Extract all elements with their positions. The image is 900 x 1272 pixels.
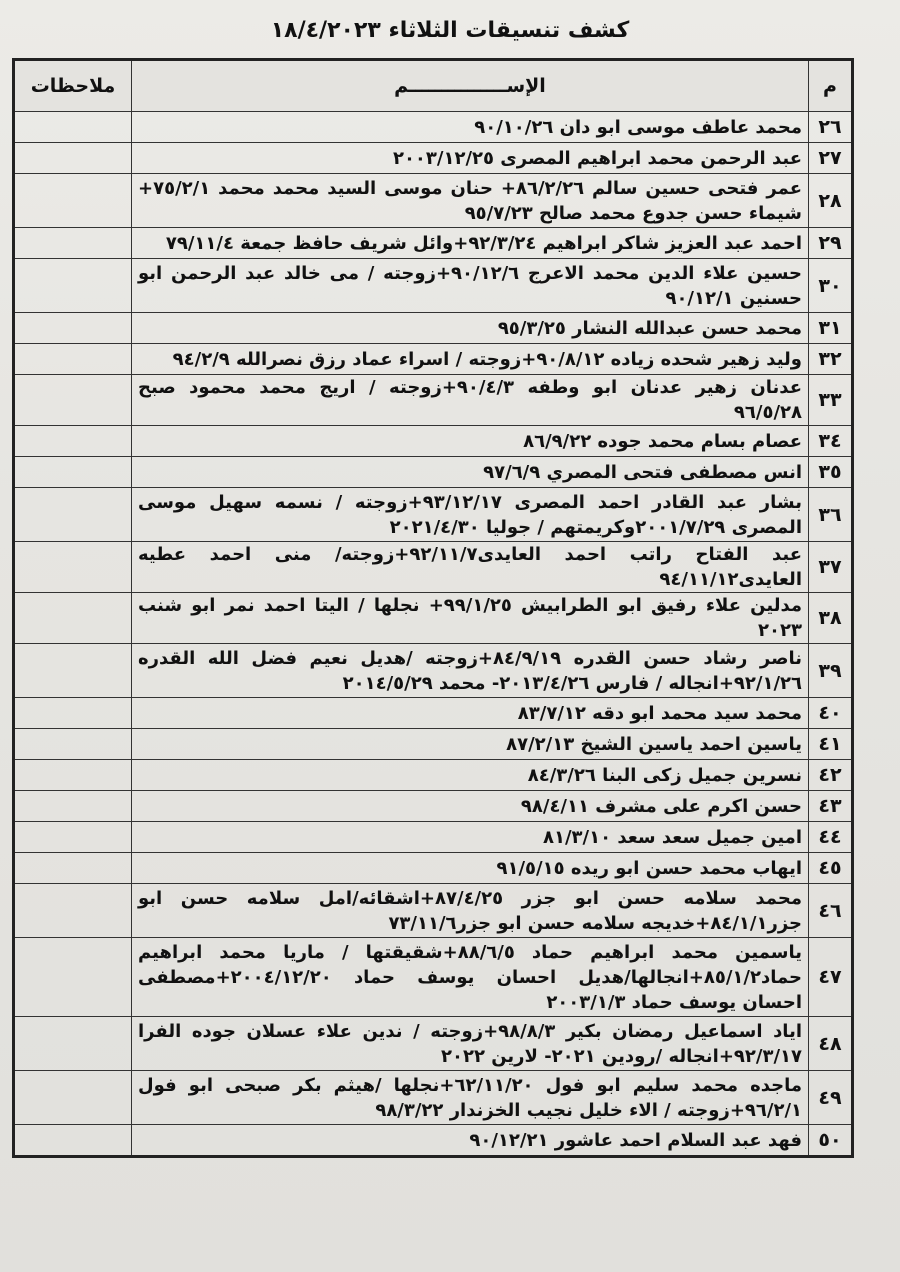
table-row (14, 644, 853, 698)
row-number: ٣٤ (809, 426, 853, 457)
table-row (14, 174, 853, 228)
row-number: ٣٧ (809, 542, 853, 593)
table-row (14, 143, 853, 174)
row-name: عدنان زهير عدنان ابو وطفه ٩٠/٤/٣+زوجته / اريج محمد محمود صبح ٩٦/٥/٢٨ (132, 375, 809, 426)
row-notes (14, 698, 132, 729)
table-row (14, 698, 853, 729)
row-notes (14, 259, 132, 313)
table-row (14, 542, 853, 593)
header-name: الإســـــــــــــــم (132, 60, 809, 112)
table-header-row (14, 60, 853, 112)
row-number: ٣٠ (809, 259, 853, 313)
row-number: ٣٩ (809, 644, 853, 698)
table-row (14, 344, 853, 375)
table-row (14, 228, 853, 259)
row-name: محمد سلامه حسن ابو جزر ٨٧/٤/٢٥+اشقائه/امل سلامه حسن ابو جزر٨٤/١/١+خديجه سلامه حسن ابو جزر٧٣/١١/٦ (132, 884, 809, 938)
names-table (12, 58, 854, 1158)
row-notes (14, 426, 132, 457)
row-name: اياد اسماعيل رمضان بكير ٩٨/٨/٣+زوجته / ندين علاء عسلان جوده الفرا ٩٢/٣/١٧+انجاله /رودين ٢٠٢١- لارين ٢٠٢٢ (132, 1017, 809, 1071)
row-notes (14, 729, 132, 760)
row-number: ٤٣ (809, 791, 853, 822)
row-name: حسن اكرم على مشرف ٩٨/٤/١١ (132, 791, 809, 822)
row-name: احمد عبد العزيز شاكر ابراهيم ٩٢/٣/٢٤+وائل شريف حافظ جمعة ٧٩/١١/٤ (132, 228, 809, 259)
row-number: ٣٣ (809, 375, 853, 426)
row-name: ياسين احمد ياسين الشيخ ٨٧/٢/١٣ (132, 729, 809, 760)
row-number: ٣٢ (809, 344, 853, 375)
table-row (14, 791, 853, 822)
row-notes (14, 375, 132, 426)
row-name: حسين علاء الدين محمد الاعرج ٩٠/١٢/٦+زوجته / مى خالد عبد الرحمن ابو حسنين ٩٠/١٢/١ (132, 259, 809, 313)
row-number: ٤٨ (809, 1017, 853, 1071)
row-name: ماجده محمد سليم ابو فول ٦٢/١١/٢٠+نجلها /هيثم بكر صبحى ابو فول ٩٦/٢/١+زوجته / الاء خليل نجيب الخزندار ٩٨/٣/٢٢ (132, 1071, 809, 1125)
row-number: ٢٨ (809, 174, 853, 228)
table-row (14, 1071, 853, 1125)
row-name: ناصر رشاد حسن القدره ٨٤/٩/١٩+زوجته /هديل نعيم فضل الله القدره ٩٢/١/٢٦+انجاله / فارس ٢٠١٣/٤/٢٦- محمد ٢٠١٤/٥/٢٩ (132, 644, 809, 698)
row-number: ٣٦ (809, 488, 853, 542)
row-name: مدلين علاء رفيق ابو الطرابيش ٩٩/١/٢٥+ نجلها / اليتا احمد نمر ابو شنب ٢٠٢٣ (132, 593, 809, 644)
row-number: ٤٠ (809, 698, 853, 729)
row-notes (14, 1071, 132, 1125)
row-name: انس مصطفى فتحى المصري ٩٧/٦/٩ (132, 457, 809, 488)
table-row (14, 884, 853, 938)
row-number: ٣٥ (809, 457, 853, 488)
page-title: كشف تنسيقات الثلاثاء ١٨/٤/٢٠٢٣ (270, 18, 630, 43)
row-number: ٤٦ (809, 884, 853, 938)
row-notes (14, 344, 132, 375)
row-notes (14, 1125, 132, 1157)
row-number: ٣١ (809, 313, 853, 344)
row-notes (14, 884, 132, 938)
row-number: ٤٩ (809, 1071, 853, 1125)
row-number: ٤١ (809, 729, 853, 760)
table-row (14, 426, 853, 457)
row-name: محمد سيد محمد ابو دقه ٨٣/٧/١٢ (132, 698, 809, 729)
table-row (14, 760, 853, 791)
row-notes (14, 174, 132, 228)
row-number: ٢٩ (809, 228, 853, 259)
table-row (14, 457, 853, 488)
row-name: نسرين جميل زكى البنا ٨٤/٣/٢٦ (132, 760, 809, 791)
row-name: فهد عبد السلام احمد عاشور ٩٠/١٢/٢١ (132, 1125, 809, 1157)
row-notes (14, 488, 132, 542)
header-number: م (809, 60, 853, 112)
row-notes (14, 938, 132, 1017)
row-notes (14, 228, 132, 259)
table-row (14, 313, 853, 344)
table-row (14, 729, 853, 760)
row-name: عمر فتحى حسين سالم ٨٦/٢/٢٦+ حنان موسى السيد محمد محمد ٧٥/٢/١+ شيماء حسن جدوع محمد صالح ٩٥/٧/٢٣ (132, 174, 809, 228)
row-notes (14, 112, 132, 143)
table-row (14, 593, 853, 644)
row-number: ٣٨ (809, 593, 853, 644)
row-number: ٤٢ (809, 760, 853, 791)
table-row (14, 853, 853, 884)
row-notes (14, 853, 132, 884)
row-name: بشار عبد القادر احمد المصرى ٩٣/١٢/١٧+زوجته / نسمه سهيل موسى المصرى ٢٠٠١/٧/٢٩وكريمتهم / جوليا ٢٠٢١/٤/٣٠ (132, 488, 809, 542)
row-name: محمد حسن عبدالله النشار ٩٥/٣/٢٥ (132, 313, 809, 344)
row-name: عصام بسام محمد جوده ٨٦/٩/٢٢ (132, 426, 809, 457)
row-number: ٢٧ (809, 143, 853, 174)
row-name: امين جميل سعد سعد ٨١/٣/١٠ (132, 822, 809, 853)
table-row (14, 938, 853, 1017)
table-row (14, 375, 853, 426)
row-notes (14, 593, 132, 644)
row-notes (14, 143, 132, 174)
row-notes (14, 644, 132, 698)
row-notes (14, 313, 132, 344)
table-row (14, 822, 853, 853)
table-row (14, 1125, 853, 1157)
row-notes (14, 542, 132, 593)
table-row (14, 259, 853, 313)
row-name: ايهاب محمد حسن ابو ريده ٩١/٥/١٥ (132, 853, 809, 884)
row-name: وليد زهير شحده زياده ٩٠/٨/١٢+زوجته / اسراء عماد رزق نصرالله ٩٤/٢/٩ (132, 344, 809, 375)
row-number: ٢٦ (809, 112, 853, 143)
row-notes (14, 1017, 132, 1071)
table-row (14, 1017, 853, 1071)
row-number: ٤٧ (809, 938, 853, 1017)
table-body (14, 112, 853, 1157)
row-notes (14, 791, 132, 822)
table-row (14, 488, 853, 542)
row-name: محمد عاطف موسى ابو دان ٩٠/١٠/٢٦ (132, 112, 809, 143)
row-number: ٤٥ (809, 853, 853, 884)
row-name: ياسمين محمد ابراهيم حماد ٨٨/٦/٥+شقيقتها / ماريا محمد ابراهيم حماد٨٥/١/٢+انجالها/هديل احسان يوسف حماد ٢٠٠٤/١٢/٢٠+مصطفى احسان يوسف حماد ٢٠٠٣/١/٣ (132, 938, 809, 1017)
row-notes (14, 457, 132, 488)
row-number: ٤٤ (809, 822, 853, 853)
row-name: عبد الفتاح راتب احمد العايدى٩٢/١١/٧+زوجته/ منى احمد عطيه العايدى٩٤/١١/١٢ (132, 542, 809, 593)
row-number: ٥٠ (809, 1125, 853, 1157)
row-notes (14, 760, 132, 791)
row-name: عبد الرحمن محمد ابراهيم المصرى ٢٠٠٣/١٢/٢٥ (132, 143, 809, 174)
table-row (14, 112, 853, 143)
row-notes (14, 822, 132, 853)
header-notes: ملاحظات (14, 60, 132, 112)
